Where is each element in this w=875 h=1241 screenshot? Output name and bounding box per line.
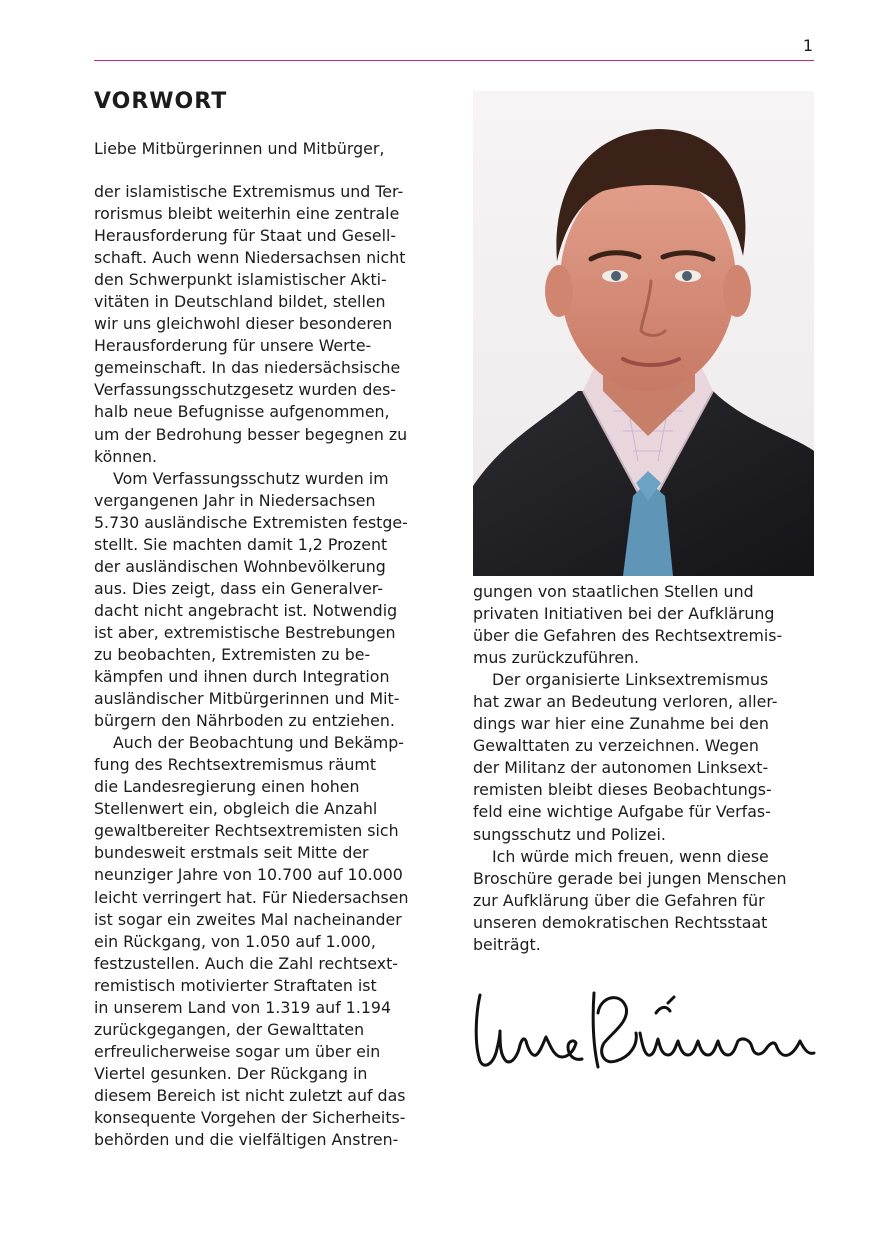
- text-line: über die Gefahren des Rechtsextremis-: [473, 626, 783, 646]
- text-line: gungen von staatlichen Stellen und: [473, 582, 754, 601]
- text-line: halb neue Befugnisse aufgenommen,: [94, 402, 390, 422]
- text-line: erfreulicherweise sogar um über ein: [94, 1041, 381, 1061]
- text-line: feld eine wichtige Aufgabe für Verfas-: [473, 802, 771, 822]
- text-line: können.: [94, 446, 158, 466]
- text-line: Herausforderung für Staat und Gesell-: [94, 226, 397, 246]
- text-line: bürgern den Nährboden zu entziehen.: [94, 711, 395, 731]
- text-line: vitäten in Deutschland bildet, stellen: [94, 292, 386, 312]
- text-line: bundesweit erstmals seit Mitte der: [94, 843, 369, 863]
- text-line: Herausforderung für unsere Werte-: [94, 336, 372, 356]
- text-line: dings war hier eine Zunahme bei den: [473, 714, 769, 734]
- text-line: zur Aufklärung über die Gefahren für: [473, 890, 765, 910]
- text-line: gemeinschaft. In das niedersächsische: [94, 358, 401, 378]
- text-line: gewaltbereiter Rechtsextremisten sich: [94, 821, 399, 841]
- header-rule: [94, 60, 814, 61]
- text-line: privaten Initiativen bei der Aufklärung: [473, 604, 775, 624]
- text-line: wir uns gleichwohl dieser besonderen: [94, 314, 393, 334]
- text-line: in unserem Land von 1.319 auf 1.194: [94, 997, 392, 1017]
- text-line: fung des Rechtsextremismus räumt: [94, 755, 377, 775]
- signature: [470, 983, 818, 1073]
- text-line: Gewalttaten zu verzeichnen. Wegen: [473, 736, 759, 756]
- text-line: Vom Verfassungsschutz wurden im: [113, 468, 389, 488]
- text-line: leicht verringert hat. Für Niedersachsen: [94, 887, 409, 907]
- text-line: hat zwar an Bedeutung verloren, aller-: [473, 692, 778, 712]
- text-line: zurückgegangen, der Gewalttaten: [94, 1019, 365, 1039]
- text-line: aus. Dies zeigt, dass ein Generalver-: [94, 578, 383, 598]
- text-line: festzustellen. Auch die Zahl rechtsext-: [94, 953, 398, 973]
- text-line: zu beobachten, Extremisten zu be-: [94, 644, 371, 664]
- text-line: Ich würde mich freuen, wenn diese: [492, 846, 769, 866]
- text-line: ist aber, extremistische Bestrebungen: [94, 622, 396, 642]
- text-line: der islamistische Extremismus und Ter-: [94, 182, 404, 201]
- text-line: dacht nicht angebracht ist. Notwendig: [94, 600, 398, 620]
- text-line: der ausländischen Wohnbevölkerung: [94, 556, 386, 576]
- text-line: behörden und die vielfältigen Anstren-: [94, 1130, 399, 1150]
- text-line: Verfassungsschutzgesetz wurden des-: [94, 380, 397, 400]
- text-line: die Landesregierung einen hohen: [94, 777, 360, 797]
- text-line: Broschüre gerade bei jungen Menschen: [473, 868, 787, 888]
- text-line: um der Bedrohung besser begegnen zu: [94, 424, 408, 444]
- text-line: kämpfen und ihnen durch Integration: [94, 667, 390, 687]
- text-line: ist sogar ein zweites Mal nacheinander: [94, 909, 402, 929]
- text-line: Auch der Beobachtung und Bekämp-: [113, 733, 404, 753]
- text-line: unseren demokratischen Rechtsstaat: [473, 912, 768, 932]
- text-line: Viertel gesunken. Der Rückgang in: [94, 1063, 368, 1083]
- signature-drawing: [470, 983, 818, 1073]
- text-line: rorismus bleibt weiterhin eine zentrale: [94, 204, 400, 224]
- page-number: 1: [802, 36, 813, 55]
- portrait-photo: [473, 91, 814, 576]
- portrait-illustration: [473, 91, 814, 576]
- text-line: 5.730 ausländische Extremisten festge-: [94, 512, 408, 532]
- text-line: Der organisierte Linksextremismus: [492, 670, 769, 690]
- right-text-column: [473, 581, 818, 956]
- text-line: neunziger Jahre von 10.700 auf 10.000: [94, 865, 403, 885]
- text-line: den Schwerpunkt islamistischer Akti-: [94, 270, 387, 290]
- text-line: der Militanz der autonomen Linksext-: [473, 758, 769, 778]
- left-text-column: [94, 181, 439, 1151]
- salutation: Liebe Mitbürgerinnen und Mitbürger,: [94, 139, 385, 158]
- text-line: mus zurückzuführen.: [473, 648, 640, 668]
- text-line: Stellenwert ein, obgleich die Anzahl: [94, 799, 378, 819]
- text-line: sungsschutz und Polizei.: [473, 824, 666, 844]
- text-line: konsequente Vorgehen der Sicherheits-: [94, 1107, 406, 1127]
- text-line: ein Rückgang, von 1.050 auf 1.000,: [94, 931, 376, 951]
- text-line: vergangenen Jahr in Niedersachsen: [94, 490, 376, 510]
- text-line: remisten bleibt dieses Beobachtungs-: [473, 780, 772, 800]
- text-line: schaft. Auch wenn Niedersachsen nicht: [94, 248, 406, 268]
- text-line: remistisch motivierter Straftaten ist: [94, 975, 377, 995]
- text-line: ausländischer Mitbürgerinnen und Mit-: [94, 689, 400, 709]
- text-line: diesem Bereich ist nicht zuletzt auf das: [94, 1085, 406, 1105]
- text-line: stellt. Sie machten damit 1,2 Prozent: [94, 534, 388, 554]
- page-title: VORWORT: [94, 89, 228, 114]
- text-line: beiträgt.: [473, 934, 541, 954]
